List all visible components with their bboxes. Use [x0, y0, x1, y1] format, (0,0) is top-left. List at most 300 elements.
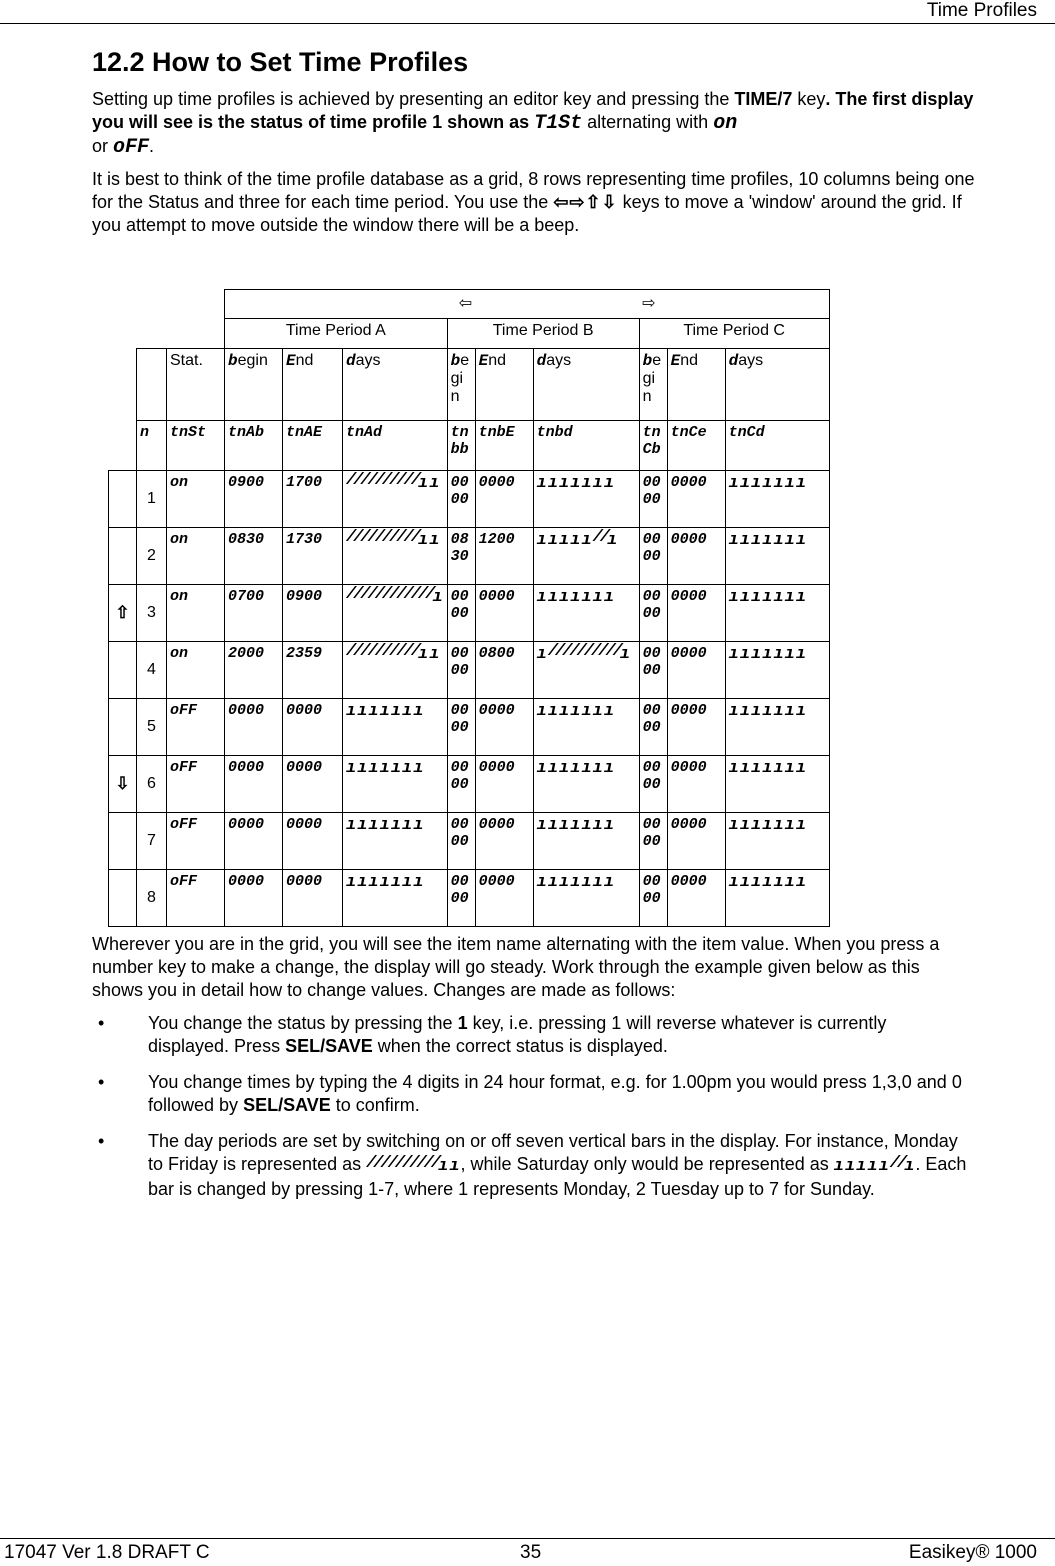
day-bar-off: ı	[603, 873, 616, 892]
period-b-days	[533, 813, 639, 870]
period-a-days	[343, 699, 448, 756]
profile-number: 2	[137, 528, 167, 585]
period-c-days	[725, 528, 829, 585]
day-bar-off: ı	[751, 474, 763, 493]
col-begin-c	[639, 349, 667, 421]
day-bar-off: ı	[390, 873, 403, 892]
code-cell: tnSt	[167, 421, 225, 471]
page-header: Time Profiles	[926, 0, 1037, 21]
day-bar-off: ı	[784, 873, 796, 892]
day-bar-on: //	[403, 585, 419, 604]
text: b	[228, 352, 238, 370]
arrow-keys-icon: ⇦⇨⇧⇩	[553, 192, 618, 212]
period-b-end: 0000	[475, 870, 533, 927]
period-b-begin: 0000	[447, 642, 475, 699]
day-bar-off: ı	[402, 816, 414, 835]
day-bar-off: ı	[751, 645, 763, 664]
day-bar-off: ı	[784, 816, 796, 835]
profile-row	[109, 471, 830, 528]
day-bar-off: ı	[592, 816, 604, 835]
day-bar-off: ı	[346, 816, 358, 835]
day-bar-off: ı	[368, 816, 380, 835]
day-bar-off: ı	[762, 474, 774, 493]
period-c-header: Time Period C	[639, 319, 829, 349]
day-bar-off: ı	[413, 759, 425, 778]
day-bar-off: ı	[379, 816, 391, 835]
day-bar-on: //	[409, 1154, 424, 1173]
day-bar-off: ı	[581, 759, 593, 778]
day-bar-off: ı	[739, 474, 752, 493]
text: . The first display you will see is the status of time profile 1 shown as	[92, 89, 974, 132]
period-a-begin: 0700	[225, 585, 283, 642]
day-bar-off: ı	[390, 759, 403, 778]
day-bar-off: ı	[592, 588, 604, 607]
text: Setting up time profiles is achieved by presenting an editor key and pressing the	[92, 89, 735, 109]
text: . Each bar is changed by pressing 1-7, where 1 represents Monday, 2 Tuesday up to 7 for Sunday.	[148, 1154, 967, 1199]
row-marker	[109, 813, 137, 870]
day-bar-off: ı	[536, 474, 548, 493]
day-bar-off: ı	[432, 588, 444, 607]
period-c-days	[725, 870, 829, 927]
profile-row	[109, 870, 830, 927]
bars-mon-fri	[366, 1154, 460, 1176]
period-b-end: 0000	[475, 471, 533, 528]
period-c-begin: 0000	[639, 528, 667, 585]
profile-number: 5	[137, 699, 167, 756]
period-c-days	[725, 471, 829, 528]
period-b-days	[533, 471, 639, 528]
row-marker	[109, 642, 137, 699]
bullet-icon: •	[98, 1013, 105, 1033]
code-cell: tnAE	[283, 421, 343, 471]
day-bar-off: ı	[795, 588, 808, 607]
profile-row	[109, 585, 830, 642]
day-bar-off: ı	[784, 702, 796, 721]
day-bar-on: //	[374, 642, 390, 661]
status-cell: oFF	[167, 756, 225, 813]
day-bar-off: ı	[547, 759, 560, 778]
day-bar-off: ı	[581, 588, 593, 607]
period-a-end: 1700	[283, 471, 343, 528]
period-a-header: Time Period A	[225, 319, 448, 349]
row-marker	[109, 870, 137, 927]
footer-page-number: 35	[520, 1542, 542, 1563]
day-bar-off: ı	[379, 702, 391, 721]
period-a-days	[343, 585, 448, 642]
period-c-end: 0000	[667, 642, 725, 699]
day-bar-off: ı	[547, 531, 560, 550]
period-b-days	[533, 699, 639, 756]
day-bar-off: ı	[904, 1157, 916, 1176]
day-bar-off: ı	[536, 702, 548, 721]
day-bar-off: ı	[603, 816, 616, 835]
period-a-days	[343, 813, 448, 870]
day-bar-off: ı	[795, 816, 808, 835]
text: d	[346, 352, 356, 370]
period-c-end: 0000	[667, 756, 725, 813]
day-bar-off: ı	[592, 474, 604, 493]
day-bar-off: ı	[762, 816, 774, 835]
day-bar-on: //	[591, 642, 606, 661]
bullet-icon: •	[98, 1131, 105, 1151]
day-bar-off: ı	[592, 702, 604, 721]
key-name: 1	[457, 1013, 468, 1033]
period-c-begin: 0000	[639, 813, 667, 870]
period-c-end: 0000	[667, 813, 725, 870]
day-bar-off: ı	[773, 759, 785, 778]
day-bar-off: ı	[592, 873, 604, 892]
day-bar-off: ı	[547, 474, 560, 493]
period-b-begin: 0000	[447, 699, 475, 756]
day-bar-on: //	[374, 528, 390, 547]
profile-number: 8	[137, 870, 167, 927]
period-a-end: 1730	[283, 528, 343, 585]
day-bar-off: ı	[429, 531, 441, 550]
day-bar-off: ı	[570, 588, 582, 607]
day-bar-on: //	[366, 1154, 381, 1173]
day-bar-off: ı	[449, 1157, 461, 1176]
text: .	[149, 136, 155, 156]
day-bar-off: ı	[762, 873, 774, 892]
day-bar-off: ı	[739, 759, 752, 778]
text: when the correct status is displayed.	[372, 1036, 668, 1056]
code-cell: tnbE	[475, 421, 533, 471]
text: d	[536, 352, 547, 370]
day-bar-off: ı	[581, 873, 593, 892]
day-bar-off: ı	[559, 531, 571, 550]
period-c-end: 0000	[667, 585, 725, 642]
day-bar-off: ı	[739, 873, 752, 892]
intro-paragraph-1	[92, 88, 992, 159]
text: or	[92, 136, 114, 156]
text: It is best to think of the time profile database as a grid, 8 rows representing time profiles, 10 columns being one for the Status and three for each time period. You use the	[92, 169, 975, 212]
day-bar-off: ı	[581, 816, 593, 835]
text: ays	[738, 352, 764, 369]
status-cell: on	[167, 642, 225, 699]
day-bar-on: //	[360, 528, 375, 547]
profile-row	[109, 528, 830, 585]
period-b-end: 0000	[475, 756, 533, 813]
day-bar-off: ı	[559, 816, 571, 835]
day-bar-on: //	[360, 585, 375, 604]
period-a-begin: 0830	[225, 528, 283, 585]
day-bar-off: ı	[379, 873, 391, 892]
period-b-begin: 0000	[447, 813, 475, 870]
day-bar-off: ı	[536, 531, 548, 550]
display-code: oFF	[113, 136, 150, 159]
bullet-status	[92, 1012, 972, 1058]
text: E	[670, 352, 681, 370]
status-cell: on	[167, 585, 225, 642]
day-bar-off: ı	[784, 531, 796, 550]
section-heading: 12.2 How to Set Time Profiles	[92, 47, 469, 77]
day-bar-off: ı	[413, 873, 425, 892]
header-rule	[0, 23, 1055, 24]
text: E	[478, 352, 489, 370]
day-bar-off: ı	[536, 816, 548, 835]
day-bar-on: //	[346, 471, 361, 490]
day-bar-off: ı	[751, 702, 763, 721]
day-bar-off: ı	[547, 816, 560, 835]
day-bar-off: ı	[784, 474, 796, 493]
period-a-end: 0000	[283, 813, 343, 870]
col-stat: Stat.	[167, 349, 225, 421]
text: b	[642, 352, 653, 370]
status-cell: oFF	[167, 813, 225, 870]
period-b-days	[533, 756, 639, 813]
day-bar-off: ı	[739, 588, 752, 607]
period-b-days	[533, 528, 639, 585]
status-cell: on	[167, 528, 225, 585]
day-bar-off: ı	[773, 645, 785, 664]
day-bar-on: //	[403, 528, 419, 547]
main-content	[92, 44, 992, 246]
row-marker	[109, 528, 137, 585]
text: egin	[450, 352, 470, 405]
day-bar-on: //	[394, 1154, 410, 1173]
profile-number: 6	[137, 756, 167, 813]
period-b-end: 0800	[475, 642, 533, 699]
display-code: on	[713, 112, 738, 135]
bars-saturday	[834, 1154, 916, 1176]
day-bar-off: ı	[581, 531, 593, 550]
footer-rule	[0, 1538, 1055, 1539]
day-bar-on: //	[562, 642, 577, 661]
period-b-end: 0000	[475, 585, 533, 642]
period-c-days	[725, 585, 829, 642]
nav-right-icon: ⇨	[639, 290, 829, 319]
day-bar-on: //	[374, 585, 390, 604]
day-bar-off: ı	[536, 588, 548, 607]
day-bar-off: ı	[773, 702, 785, 721]
col-days-c	[725, 349, 829, 421]
period-b-begin: 0000	[447, 756, 475, 813]
text: b	[450, 352, 461, 370]
code-cell: tnbb	[447, 421, 475, 471]
intro-paragraph-2	[92, 168, 992, 237]
text: alternating with	[582, 112, 714, 132]
period-c-days	[725, 756, 829, 813]
day-bar-off: ı	[402, 873, 414, 892]
nav-left-icon: ⇦	[225, 290, 476, 319]
code-cell: tnCe	[667, 421, 725, 471]
day-bar-off: ı	[795, 645, 808, 664]
col-begin-a	[225, 349, 283, 421]
period-b-days	[533, 870, 639, 927]
day-bar-off: ı	[559, 759, 571, 778]
day-bar-off: ı	[751, 531, 763, 550]
day-bar-off: ı	[739, 702, 752, 721]
period-b-days	[533, 642, 639, 699]
day-bar-off: ı	[773, 873, 785, 892]
period-b-begin: 0830	[447, 528, 475, 585]
day-bar-off: ı	[570, 816, 582, 835]
day-bar-off: ı	[368, 702, 380, 721]
day-bar-on: //	[889, 1154, 905, 1173]
day-bar-off: ı	[547, 873, 560, 892]
day-bar-on: //	[389, 471, 404, 490]
period-a-days	[343, 528, 448, 585]
day-bar-off: ı	[368, 759, 380, 778]
day-bar-off: ı	[619, 645, 632, 664]
text: key, i.e. pressing 1 will reverse whatever is currently displayed. Press	[148, 1013, 887, 1056]
day-bar-off: ı	[346, 873, 358, 892]
day-bar-on: //	[423, 1154, 439, 1173]
code-cell: tnbd	[533, 421, 639, 471]
period-a-days	[343, 756, 448, 813]
codes-row	[109, 421, 830, 471]
day-bar-off: ı	[762, 588, 774, 607]
day-bar-off: ı	[418, 474, 430, 493]
day-bar-off: ı	[536, 873, 548, 892]
period-a-begin: 2000	[225, 642, 283, 699]
day-bar-off: ı	[570, 531, 582, 550]
day-bar-off: ı	[795, 759, 808, 778]
day-bar-off: ı	[739, 816, 752, 835]
day-bar-off: ı	[728, 645, 740, 664]
day-bar-off: ı	[739, 531, 752, 550]
period-a-begin: 0000	[225, 756, 283, 813]
day-bar-off: ı	[762, 702, 774, 721]
period-b-header: Time Period B	[447, 319, 639, 349]
row-marker	[109, 699, 137, 756]
day-bar-off: ı	[751, 816, 763, 835]
profile-number: 4	[137, 642, 167, 699]
day-bar-off: ı	[357, 759, 369, 778]
day-bar-off: ı	[346, 759, 358, 778]
period-c-begin: 0000	[639, 870, 667, 927]
day-bar-off: ı	[402, 702, 414, 721]
day-bar-off: ı	[603, 588, 616, 607]
day-bar-off: ı	[603, 474, 616, 493]
day-bar-off: ı	[784, 645, 796, 664]
text: You change times by typing the 4 digits in 24 hour format, e.g. for 1.00pm you would press 1,3,0 and 0 followed by	[148, 1072, 962, 1115]
text: E	[286, 352, 296, 370]
text: nd	[295, 352, 314, 369]
day-bar-off: ı	[592, 759, 604, 778]
profile-number: 1	[137, 471, 167, 528]
period-b-end: 0000	[475, 813, 533, 870]
day-bar-off: ı	[844, 1157, 857, 1176]
profile-number: 7	[137, 813, 167, 870]
text: egin	[642, 352, 662, 405]
day-bar-off: ı	[773, 588, 785, 607]
day-bar-off: ı	[773, 474, 785, 493]
period-c-days	[725, 642, 829, 699]
day-bar-on: //	[403, 471, 419, 490]
col-end-c	[667, 349, 725, 421]
code-cell: tnCb	[639, 421, 667, 471]
profile-row	[109, 642, 830, 699]
key-name: SEL/SAVE	[243, 1095, 331, 1115]
day-bar-off: ı	[559, 702, 571, 721]
blank-cell	[137, 349, 167, 421]
day-bar-on: //	[374, 471, 390, 490]
day-bar-off: ı	[536, 645, 548, 664]
code-cell: tnCd	[725, 421, 829, 471]
period-b-days	[533, 585, 639, 642]
period-b-begin: 0000	[447, 471, 475, 528]
text: nd	[680, 352, 699, 369]
day-bar-off: ı	[570, 873, 582, 892]
day-bar-on: //	[403, 642, 419, 661]
day-bar-off: ı	[357, 816, 369, 835]
day-bar-off: ı	[603, 702, 616, 721]
text: The day periods are set by switching on or off seven vertical bars in the display. For instance, Monday to Friday is represented as	[148, 1131, 958, 1174]
period-a-end: 0000	[283, 756, 343, 813]
day-bar-off: ı	[856, 1157, 868, 1176]
day-bar-on: //	[418, 585, 433, 604]
day-bar-off: ı	[390, 702, 403, 721]
day-bar-off: ı	[795, 702, 808, 721]
day-bar-off: ı	[581, 474, 593, 493]
day-bar-off: ı	[728, 588, 740, 607]
day-bar-on: //	[346, 528, 361, 547]
day-bar-off: ı	[751, 873, 763, 892]
day-bar-off: ı	[728, 816, 740, 835]
day-bar-on: //	[605, 642, 620, 661]
period-c-end: 0000	[667, 870, 725, 927]
row-up-arrow-icon: ⇧	[109, 585, 137, 642]
day-bar-off: ı	[795, 474, 808, 493]
day-bar-off: ı	[559, 588, 571, 607]
day-bar-off: ı	[728, 759, 740, 778]
day-bar-off: ı	[607, 531, 619, 550]
day-bar-off: ı	[739, 645, 752, 664]
status-cell: on	[167, 471, 225, 528]
day-bar-off: ı	[773, 531, 785, 550]
period-c-begin: 0000	[639, 699, 667, 756]
day-bar-off: ı	[413, 816, 425, 835]
profile-row	[109, 813, 830, 870]
period-a-begin: 0000	[225, 699, 283, 756]
period-c-begin: 0000	[639, 756, 667, 813]
day-bar-off: ı	[833, 1157, 845, 1176]
after-paragraph: Wherever you are in the grid, you will see the item name alternating with the item value. When you press a number key to make a change, the display will go steady. Work through the example given below as this shows you in detail how to change values. Changes are made as follows:	[92, 934, 940, 1000]
text: d	[728, 352, 739, 370]
period-a-days	[343, 870, 448, 927]
period-a-days	[343, 471, 448, 528]
period-c-begin: 0000	[639, 642, 667, 699]
day-bar-off: ı	[379, 759, 391, 778]
display-code: T1St	[534, 112, 583, 135]
day-bar-on: //	[389, 642, 404, 661]
instructions	[92, 933, 972, 1214]
text: ays	[355, 352, 381, 369]
text: , while Saturday only would be represented as	[460, 1154, 834, 1174]
day-bar-on: //	[576, 642, 592, 661]
day-bar-off: ı	[418, 645, 430, 664]
code-cell: tnAb	[225, 421, 283, 471]
day-bar-off: ı	[570, 474, 582, 493]
period-b-end: 1200	[475, 528, 533, 585]
day-bar-on: //	[346, 585, 361, 604]
day-bar-on: //	[360, 471, 375, 490]
day-bar-off: ı	[728, 702, 740, 721]
day-bar-on: //	[547, 642, 563, 661]
day-bar-off: ı	[795, 873, 808, 892]
day-bar-off: ı	[547, 588, 560, 607]
day-bar-off: ı	[429, 474, 441, 493]
text: key	[792, 89, 826, 109]
day-bar-off: ı	[762, 531, 774, 550]
bullet-days	[92, 1130, 972, 1201]
profile-row	[109, 699, 830, 756]
day-bar-off: ı	[795, 531, 808, 550]
period-a-end: 2359	[283, 642, 343, 699]
day-bar-off: ı	[357, 702, 369, 721]
day-bar-off: ı	[784, 588, 796, 607]
